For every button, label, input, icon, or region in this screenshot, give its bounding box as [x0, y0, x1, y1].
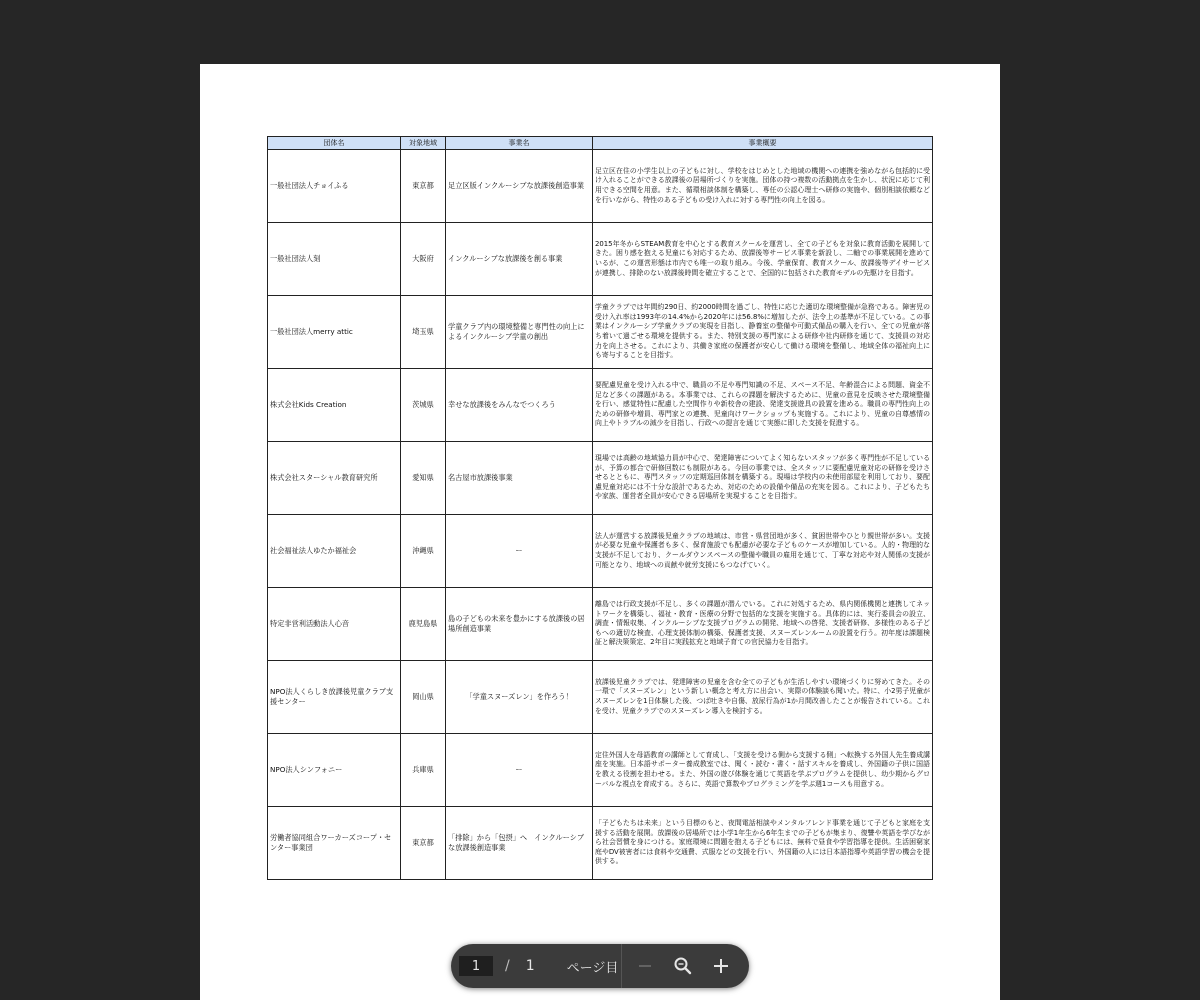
- cell-project: 島の子どもの未来を豊かにする放課後の居場所創造事業: [446, 588, 593, 661]
- cell-region: 大阪府: [401, 223, 446, 296]
- cell-org: 一般社団法人刻: [268, 223, 401, 296]
- table-row: [268, 734, 933, 807]
- cell-org: 株式会社スターシャル教育研究所: [268, 442, 401, 515]
- header-project: 事業名: [446, 137, 593, 150]
- cell-project: インクルーシブな放課後を創る事業: [446, 223, 593, 296]
- cell-region: 沖縄県: [401, 515, 446, 588]
- page-number-input[interactable]: [459, 956, 493, 976]
- pdf-page: [200, 64, 1000, 1000]
- cell-region: 東京都: [401, 807, 446, 880]
- cell-project: 足立区版インクルーシブな放課後創造事業: [446, 150, 593, 223]
- cell-org: 一般社団法人チョイふる: [268, 150, 401, 223]
- toolbar-divider: [621, 944, 622, 988]
- cell-region: 埼玉県: [401, 296, 446, 369]
- table-row: [268, 369, 933, 442]
- cell-project: ー: [446, 515, 593, 588]
- cell-summary: 2015年冬からSTEAM教育を中心とする教育スクールを運営し、全ての子どもを対象に教育活動を展開してきた。困り感を抱える児童にも対応するため、放課後等サービス事業を新設し、二軸での事業展開を進めているが、この運営形態は市内でも唯一の取り組み。今後、学童保育、教育スクール、放課後等デイサービスが連携し、排除のない放課後時間を確立することで、全国的に包括された教育モデルの先駆けを目指す。: [593, 223, 933, 296]
- cell-summary: 法人が運営する放課後児童クラブの地域は、市営・県営団地が多く、貧困世帯やひとり親世帯が多い。支援が必要な児童や保護者も多く、保育施設でも配慮が必要な子どものケースが増加している。人的・物理的な支援が不足しており、クールダウンスペースの整備や職員の雇用を通じて、丁寧な対応や対人関係の支援が可能となり、地域への貢献や就労支援にもつなげていく。: [593, 515, 933, 588]
- cell-project: ー: [446, 734, 593, 807]
- cell-region: 愛知県: [401, 442, 446, 515]
- page-separator: /: [505, 958, 510, 974]
- cell-org: NPO法人シンフォニー: [268, 734, 401, 807]
- cell-summary: 離島では行政支援が不足し、多くの課題が潜んでいる。これに対処するため、県内関係機関と連携してネットワークを構築し、福祉・教育・医療の分野で包括的な支援を実施する。具体的には、実行委員会の設立、調査・情報収集、インクルーシブな支援プログラムの開発、地域への啓発、支援者研修、多様性のある子どもへの適切な検査、心理支援体制の構築、保護者支援、スヌーズレンルームの設置を行う。初年度は課題検証と解決策策定、2年目に実践拡充と地域子育ての官民協力を目指す。: [593, 588, 933, 661]
- table-header-row: [268, 137, 933, 150]
- page-fit-label[interactable]: ページ目: [566, 960, 619, 976]
- cell-project: 「学童スヌーズレン」を作ろう！: [446, 661, 593, 734]
- cell-region: 茨城県: [401, 369, 446, 442]
- header-org: 団体名: [268, 137, 401, 150]
- table-row: [268, 588, 933, 661]
- cell-region: 岡山県: [401, 661, 446, 734]
- zoom-out-button[interactable]: [630, 951, 660, 981]
- project-table: [267, 136, 933, 880]
- cell-org: 一般社団法人merry attic: [268, 296, 401, 369]
- minus-icon: [637, 958, 653, 974]
- cell-summary: 要配慮児童を受け入れる中で、職員の不足や専門知識の不足、スペース不足、年齢混合による問題、資金不足など多くの課題がある。本事業では、これらの課題を解決するために、児童の意見を反映させた環境整備を行い、感覚特性に配慮した空間作りや新校舎の建設、発達支援遊具の設置を進める。職員の専門性向上のための研修や増員、専門家との連携、児童向けワークショップも実施する。これにより、児童の自尊感情の向上やトラブルの減少を目指し、行政への提言を通じて実態に即した支援を促進する。: [593, 369, 933, 442]
- cell-summary: 放課後児童クラブでは、発達障害の児童を含む全ての子どもが生活しやすい環境づくりに努めてきた。その一環で「スヌーズレン」という新しい概念と考え方に出会い、実際の体験談も聞いた。特に、小2男子児童がスヌーズレンを1日体験した後、つば吐きや自傷、放尿行為が1か月間改善したことが報告されている。これを受け、児童クラブでのスヌーズレン導入を検討する。: [593, 661, 933, 734]
- cell-project: 「排除」から「包摂」へ インクルーシブな放課後創造事業: [446, 807, 593, 880]
- cell-region: 兵庫県: [401, 734, 446, 807]
- table-row: [268, 661, 933, 734]
- plus-icon: [712, 957, 730, 975]
- zoom-in-button[interactable]: [706, 951, 736, 981]
- cell-org: 株式会社Kids Creation: [268, 369, 401, 442]
- table-row: [268, 442, 933, 515]
- cell-region: 鹿児島県: [401, 588, 446, 661]
- header-summary: 事業概要: [593, 137, 933, 150]
- cell-project: 学童クラブ内の環境整備と専門性の向上によるインクルーシブ学童の創出: [446, 296, 593, 369]
- table-row: [268, 223, 933, 296]
- cell-org: 特定非営利活動法人心音: [268, 588, 401, 661]
- table-row: [268, 515, 933, 588]
- zoom-reset-button[interactable]: [668, 951, 698, 981]
- cell-summary: 「子どもたちは未来」という目標のもと、夜間電話相談やメンタルフレンド事業を通じて子どもと家庭を支援する活動を展開。放課後の居場所では小学1年生から6年生までの子どもが集まり、復讐や英語を学びながら社会習慣を身につける。家庭環境に問題を抱える子どもには、無料で昼食や学習指導を提供。生活困窮家庭やDV被害者には食料や交通費、式服などの支援を行い、外国籍の人には日本語指導や英語学習の機会を提供する。: [593, 807, 933, 880]
- table-row: [268, 150, 933, 223]
- cell-org: 労働者協同組合ワーカーズコープ・センター事業団: [268, 807, 401, 880]
- cell-summary: 足立区在住の小学生以上の子どもに対し、学校をはじめとした地域の機関への連携を強めながら包括的に受け入れることができる放課後の居場所づくりを実施。団体の持つ複数の活動拠点を生かし、状況に応じて利用できる空間を用意。また、循環相談体制を構築し、専任の公認心理士へ研修の実施や、個別相談依頼などを行いながら、特性のある子どもの受け入れに対する専門性の向上を図る。: [593, 150, 933, 223]
- pdf-toolbar: [451, 944, 749, 988]
- cell-org: 社会福祉法人ゆたか福祉会: [268, 515, 401, 588]
- cell-summary: 現場では高齢の地域協力員が中心で、発達障害についてよく知らないスタッフが多く専門性が不足しているが、予算の都合で研修回数にも制限がある。今回の事業では、全スタッフに要配慮児童対応の研修を受けさせるとともに、専門スタッフの定期巡回体制を構築する。現場は学校内の未使用部屋を利用しており、要配慮児童対応には不十分な設計であるため、対応のための設備や備品の充実を図る。これにより、子どもたちや家族、運営者全員が安心できる居場所を実現することを目指す。: [593, 442, 933, 515]
- cell-project: 名古屋市放課後事業: [446, 442, 593, 515]
- cell-summary: 学童クラブでは年間約290日、約2000時間を過ごし、特性に応じた適切な環境整備が急務である。障害児の受け入れ率は1993年の14.4%から2020年には56.8%に増加したが、法令上の基準が不足している。この事業はインクルーシブ学童クラブの実現を目指し、静養室の整備や可動式備品の購入を行い、全ての児童が落ち着いて過ごせる環境を提供する。また、特別支援の専門家による研修や社内研修を通じて、支援員の対応力を向上させる。これにより、共働き家庭の保護者が安心して働ける環境を整備し、地域全体の福祉向上にも寄与することを目指す。: [593, 296, 933, 369]
- total-pages: 1: [525, 958, 535, 974]
- cell-project: 幸せな放課後をみんなでつくろう: [446, 369, 593, 442]
- cell-region: 東京都: [401, 150, 446, 223]
- table-row: [268, 296, 933, 369]
- table-row: [268, 807, 933, 880]
- header-region: 対象地域: [401, 137, 446, 150]
- magnifier-icon: [673, 956, 693, 976]
- cell-summary: 定住外国人を母語教育の講師として育成し、「支援を受ける側から支援する側」へ転換する外国人先生養成講座を実施。日本語サポーター養成教室では、聞く・読む・書く・話すスキルを養成し、外国籍の子供に国語を教える役割を担わせる。また、外国の遊び体験を通じて英語を学ぶプログラムを提供し、幼少期からグローバルな視点を育成する。さらに、英語で算数やプログラミングを学ぶ週1コースも用意する。: [593, 734, 933, 807]
- cell-org: NPO法人くらしき放課後児童クラブ支援センター: [268, 661, 401, 734]
